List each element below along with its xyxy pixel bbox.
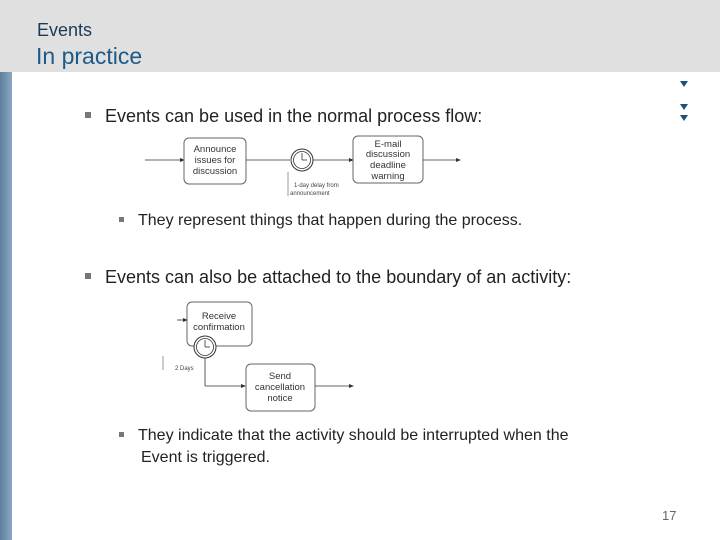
bullet-item: [85, 267, 571, 288]
bullet-item: [85, 106, 482, 127]
bullet-square-icon: [119, 432, 124, 437]
task-label: warning: [371, 171, 405, 182]
slide-title: In practice: [36, 43, 143, 69]
sub-bullet-text: They represent things that happen during the process.: [138, 212, 523, 229]
bullet-square-icon: [85, 112, 91, 118]
page-number: 17: [662, 508, 677, 523]
task-label: E-mail: [374, 139, 402, 150]
task-label: deadline: [370, 160, 406, 171]
bullet-text: Events can also be attached to the boundary of an activity:: [105, 267, 572, 287]
bullet-square-icon: [119, 217, 124, 222]
sub-bullet-item: [119, 212, 522, 230]
task-label: discussion: [192, 166, 238, 177]
sub-bullet-text-continued: Event is triggered.: [141, 449, 270, 466]
bullet-text: Events can be used in the normal process flow:: [105, 106, 483, 126]
task-label: notice: [267, 393, 293, 404]
timer-annotation: 1-day delay from: [294, 183, 339, 189]
sub-bullet-text: They indicate that the activity should be interrupted when the: [138, 427, 569, 444]
section-title: Events: [37, 20, 93, 40]
task-label: discussion: [365, 149, 411, 160]
left-accent-bar: [0, 72, 12, 540]
slide-header: [0, 0, 720, 72]
bullet-square-icon: [85, 273, 91, 279]
task-label: Send: [268, 371, 292, 382]
timer-annotation: 2 Days: [175, 366, 194, 372]
task-label: confirmation: [193, 322, 245, 333]
nav-arrows: [678, 80, 690, 122]
task-label: Announce: [193, 144, 237, 155]
process-flow-diagram: [140, 132, 480, 202]
timer-annotation: announcement: [290, 191, 330, 197]
sub-bullet-item: [119, 425, 659, 469]
task-label: cancellation: [254, 382, 306, 393]
task-label: Receive: [201, 311, 237, 322]
task-label: issues for: [194, 155, 236, 166]
boundary-event-diagram: [155, 298, 365, 416]
triangle-down-icon: [678, 80, 690, 122]
